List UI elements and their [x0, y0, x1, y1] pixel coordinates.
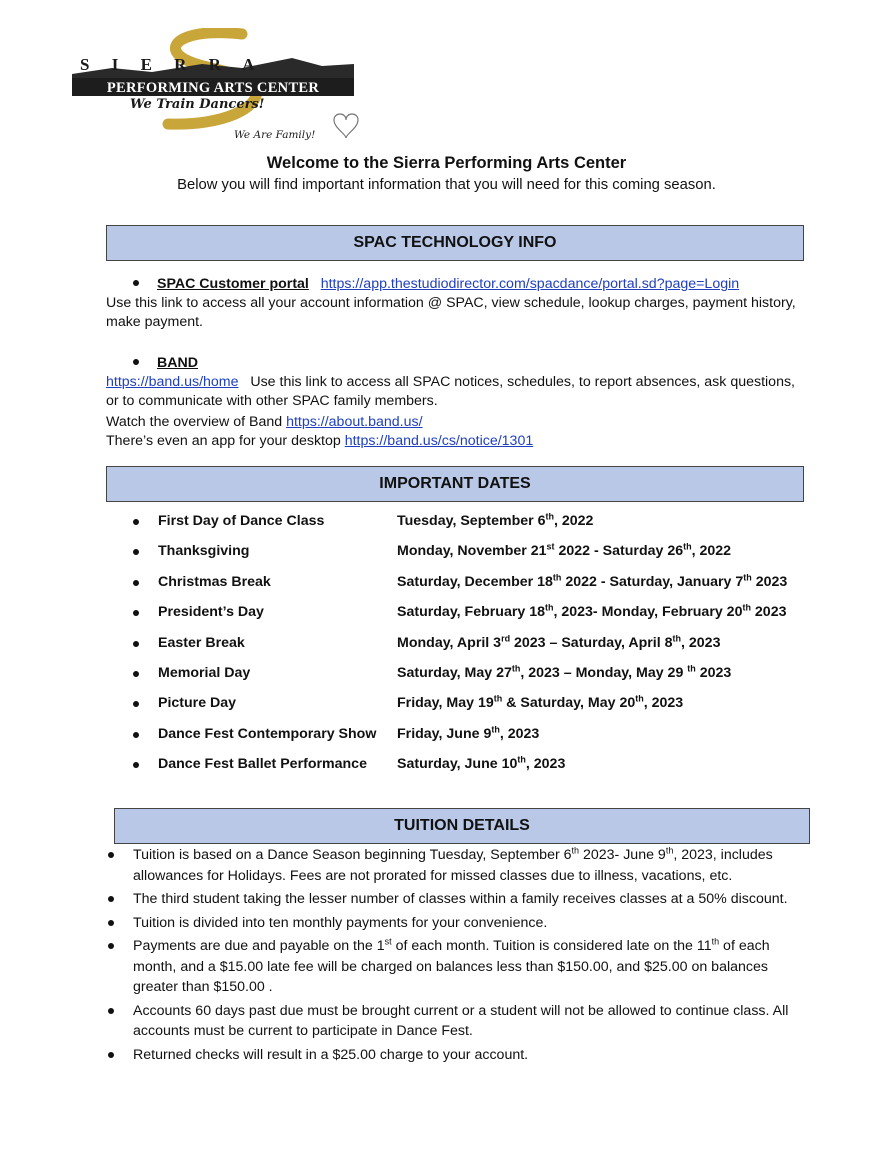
- date-value: Saturday, May 27th, 2023 – Monday, May 29 $^{th}$ 2023: [397, 663, 732, 681]
- date-event: President’s Day: [158, 604, 264, 621]
- date-row: [133, 603, 833, 633]
- portal-line: [133, 275, 739, 294]
- bullet-icon: [133, 762, 139, 768]
- date-row: [133, 634, 833, 664]
- date-event: Picture Day: [158, 695, 237, 712]
- bullet-icon: [133, 671, 139, 677]
- date-value: Saturday, December 18th 2022 - Saturday, January 7th 2023: [397, 572, 788, 590]
- tuition-item: [106, 1001, 796, 1042]
- band-description-block: [106, 373, 796, 411]
- tuition-item: [106, 1045, 796, 1066]
- tuition-text: Returned checks will result in a $25.00 charge to your account.: [133, 1046, 529, 1063]
- tuition-text: Tuition is divided into ten monthly payments for your convenience.: [133, 914, 548, 931]
- tuition-item: [106, 845, 796, 886]
- date-value: Saturday, June 10th, 2023: [397, 754, 566, 773]
- date-value: Tuesday, September 6th, 2022: [397, 511, 594, 529]
- bullet-icon: [108, 920, 114, 926]
- page-subtitle: Below you will find important information that you will need for this coming season.: [177, 177, 716, 193]
- bullet-icon: [108, 852, 114, 858]
- tuition-text: Tuition is based on a Dance Season beginning Tuesday, September 6th 2023- June 9th, 2023, includes allowances for Holidays. Fees are not prorated for missed classes due to illness, vacations, etc.: [133, 845, 773, 884]
- bullet-icon: [133, 519, 139, 525]
- bullet-icon: [133, 641, 139, 647]
- date-value: Friday, June 9th, 2023: [397, 724, 540, 742]
- desktop-text: There’s even an app for your desktop: [106, 433, 341, 449]
- band-label: BAND: [157, 355, 198, 371]
- bullet-icon: [133, 610, 139, 616]
- date-event: First Day of Dance Class: [158, 513, 325, 529]
- page-title: Welcome to the Sierra Performing Arts Center: [266, 154, 627, 172]
- logo-tagline-family: We Are Family!: [234, 129, 316, 141]
- date-value: Friday, May 19th & Saturday, May 20th, 2023: [397, 693, 684, 712]
- band-description: Use this link to access all SPAC notices, schedules, to report absences, ask questions, or to communicate with other SPAC family members.: [106, 374, 795, 410]
- desktop-line: [106, 432, 796, 451]
- bullet-icon: [108, 943, 114, 949]
- tuition-text: Accounts 60 days past due must be brought current or a student will not be allowed to continue class. All accounts must be current to participate in Dance Fest.: [133, 1002, 789, 1039]
- tuition-item: [106, 936, 796, 998]
- bullet-icon: [133, 732, 139, 738]
- bullet-icon: [108, 1052, 114, 1058]
- date-event: Christmas Break: [158, 573, 271, 590]
- date-event: Dance Fest Contemporary Show: [158, 725, 377, 742]
- overview-link[interactable]: https://about.band.us/: [286, 414, 423, 430]
- portal-description: Use this link to access all your account information @ SPAC, view schedule, lookup charges, payment history, make payment.: [106, 295, 796, 331]
- sierra-logo: [72, 28, 372, 150]
- bullet-icon: [133, 549, 139, 555]
- date-value: Saturday, February 18th, 2023- Monday, February 20th 2023: [397, 602, 787, 621]
- overview-line: [106, 413, 796, 432]
- date-value: Monday, April 3rd 2023 – Saturday, April 8th, 2023: [397, 632, 721, 651]
- overview-text: Watch the overview of Band: [106, 414, 283, 430]
- date-row: [133, 755, 833, 785]
- date-event: Easter Break: [158, 634, 245, 651]
- logo-name-bottom: PERFORMING ARTS CENTER: [106, 80, 320, 96]
- section-heading-technology: SPAC TECHNOLOGY INFO: [106, 225, 804, 261]
- logo-name-top: S I E R R A: [80, 55, 264, 74]
- bullet-icon: [133, 359, 139, 365]
- date-row: [133, 573, 833, 603]
- section-heading-dates: IMPORTANT DATES: [106, 466, 804, 502]
- band-home-link[interactable]: https://band.us/home: [106, 374, 239, 390]
- date-event: Thanksgiving: [158, 543, 250, 560]
- date-row: [133, 542, 833, 572]
- tuition-text: The third student taking the lesser number of classes within a family receives classes at a 50% discount.: [133, 891, 788, 907]
- bullet-icon: [133, 701, 139, 707]
- date-row: [133, 512, 833, 542]
- desktop-link[interactable]: https://band.us/cs/notice/1301: [344, 433, 534, 449]
- date-row: [133, 725, 833, 755]
- date-value: Monday, November 21st 2022 - Saturday 26th, 2022: [397, 541, 732, 560]
- tuition-list: [106, 845, 796, 1068]
- date-event: Dance Fest Ballet Performance: [158, 756, 367, 773]
- portal-label: SPAC Customer portal: [157, 276, 309, 292]
- bullet-icon: [108, 896, 114, 902]
- date-event: Memorial Day: [158, 665, 251, 681]
- bullet-icon: [133, 580, 139, 586]
- tuition-item: [106, 889, 796, 910]
- bullet-icon: [108, 1008, 114, 1014]
- tuition-text: Payments are due and payable on the 1st of each month. Tuition is considered late on the 11th of each month, and a $15.00 late fee will be charged on balances less than $150.00, and $25.00 on balances greater than $150.00 .: [133, 936, 770, 995]
- logo-tagline: We Train Dancers!: [130, 97, 265, 112]
- band-line: [133, 354, 198, 373]
- section-heading-tuition: TUITION DETAILS: [114, 808, 810, 844]
- tuition-item: [106, 913, 796, 934]
- date-row: [133, 664, 833, 694]
- date-row: [133, 694, 833, 724]
- bullet-icon: [133, 280, 139, 286]
- portal-link[interactable]: https://app.thestudiodirector.com/spacdance/portal.sd?page=Login: [320, 276, 740, 292]
